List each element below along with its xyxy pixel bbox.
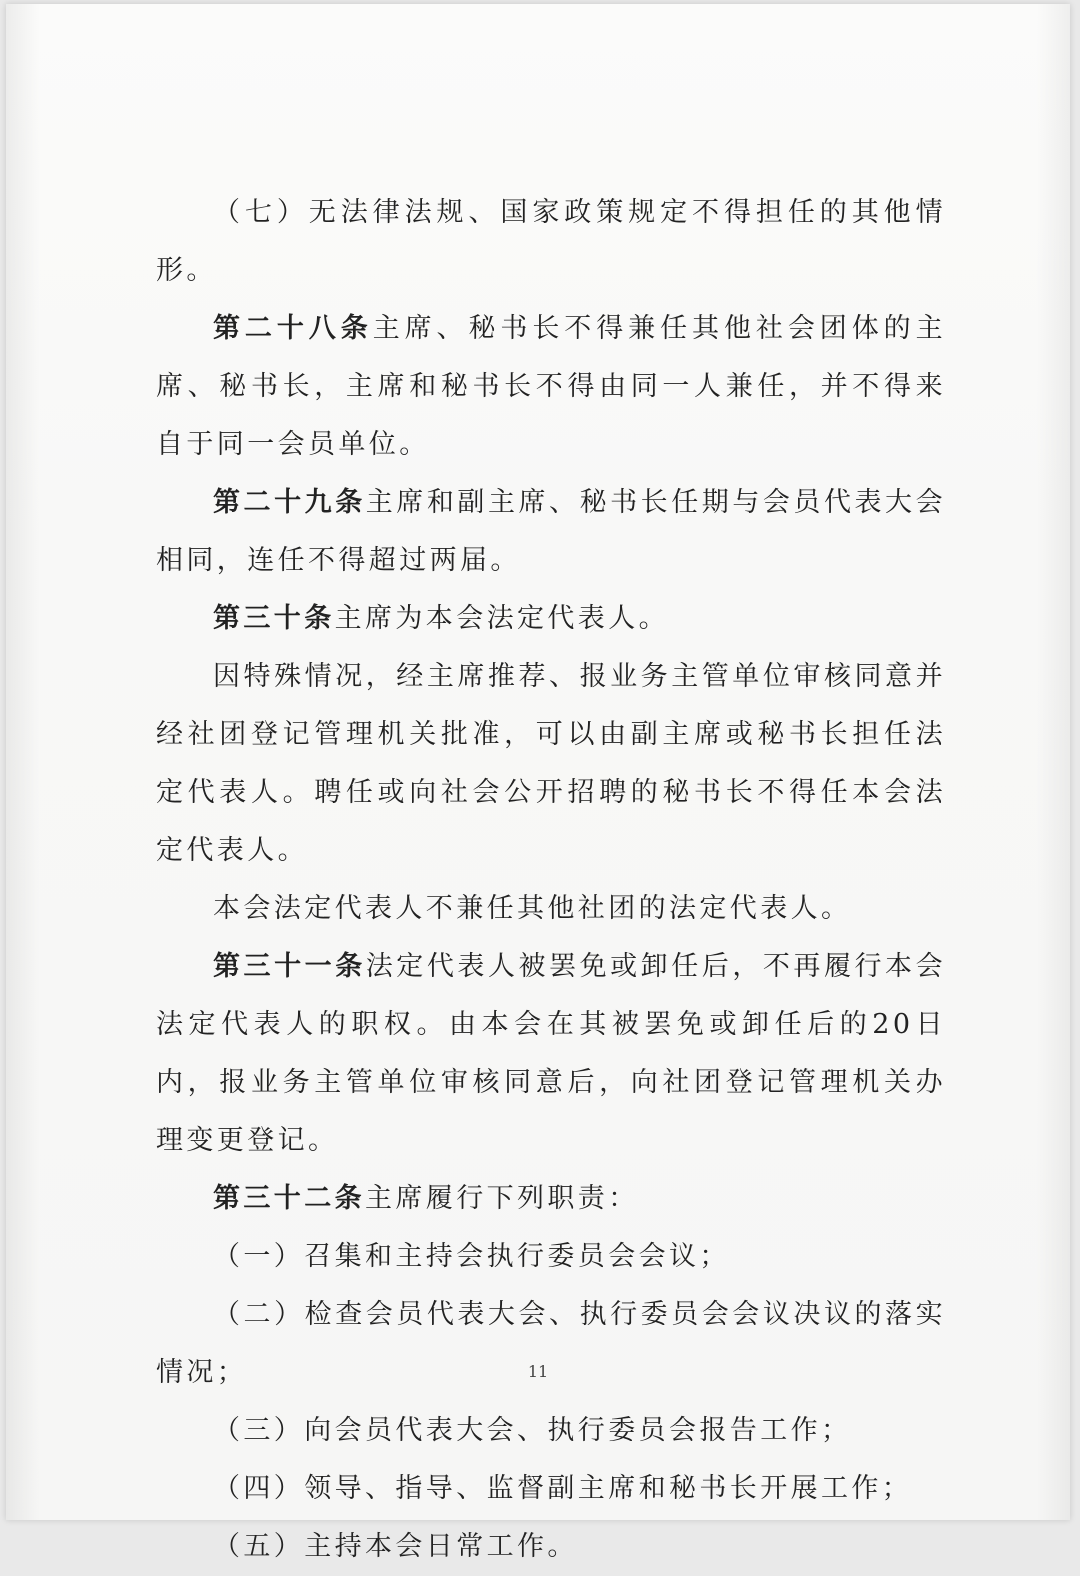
- paragraph-text: （三）向会员代表大会、执行委员会报告工作；: [213, 1415, 852, 1446]
- article-heading: 第二十九条: [213, 487, 366, 518]
- paragraph-text: （四）领导、指导、监督副主席和秘书长开展工作；: [213, 1473, 913, 1504]
- paragraph-text: 主席、秘书长不得兼任其他社会团体的主席、秘书长，主席和秘书长不得由同一人兼任，并不得来自于同一会员单位。: [156, 313, 947, 460]
- paragraph-text: 因特殊情况，经主席推荐、报业务主管单位审核同意并经社团登记管理机关批准，可以由副主席或秘书长担任法定代表人。聘任或向社会公开招聘的秘书长不得任本会法定代表人。: [156, 661, 946, 866]
- page-shadow-left: [6, 4, 40, 1520]
- article-heading: 第三十二条: [213, 1183, 365, 1214]
- paragraph-text: （七）无法律法规、国家政策规定不得担任的其他情形。: [156, 197, 946, 286]
- article-31: [156, 938, 946, 1170]
- document-page: [6, 4, 1070, 1562]
- article-29: [156, 474, 946, 590]
- paragraph-text: 本会法定代表人不兼任其他社团的法定代表人。: [213, 893, 852, 924]
- paragraph-text: （五）主持本会日常工作。: [213, 1531, 578, 1562]
- clause-seven: [156, 184, 946, 300]
- duty-item-2: [156, 1286, 946, 1402]
- paragraph-text: 主席为本会法定代表人。: [334, 603, 670, 634]
- paragraph-text: 主席和副主席、秘书长任期与会员代表大会相同，连任不得超过两届。: [156, 487, 947, 576]
- duty-item-5: [156, 1518, 946, 1576]
- article-28: [156, 300, 946, 474]
- article-30: [156, 590, 946, 648]
- paragraph-text: 主席履行下列职责：: [365, 1183, 639, 1214]
- page-shadow-right: [1036, 4, 1070, 1520]
- duty-item-1: [156, 1228, 946, 1286]
- article-heading: 第二十八条: [213, 313, 373, 344]
- article-30-paragraph-3: [156, 880, 946, 938]
- paragraph-text: （二）检查会员代表大会、执行委员会会议决议的落实情况；: [156, 1299, 946, 1388]
- article-32: [156, 1170, 946, 1228]
- paragraph-text: 法定代表人被罢免或卸任后，不再履行本会法定代表人的职权。由本会在其被罢免或卸任后的20日内，报业务主管单位审核同意后，向社团登记管理机关办理变更登记。: [156, 951, 947, 1156]
- article-30-paragraph-2: [156, 648, 946, 880]
- duty-item-4: [156, 1460, 946, 1518]
- duty-item-3: [156, 1402, 946, 1460]
- article-heading: 第三十一条: [213, 951, 366, 982]
- article-heading: 第三十条: [213, 603, 335, 634]
- page-number: 11: [527, 1362, 549, 1381]
- paragraph-text: （一）召集和主持会执行委员会会议；: [213, 1241, 730, 1272]
